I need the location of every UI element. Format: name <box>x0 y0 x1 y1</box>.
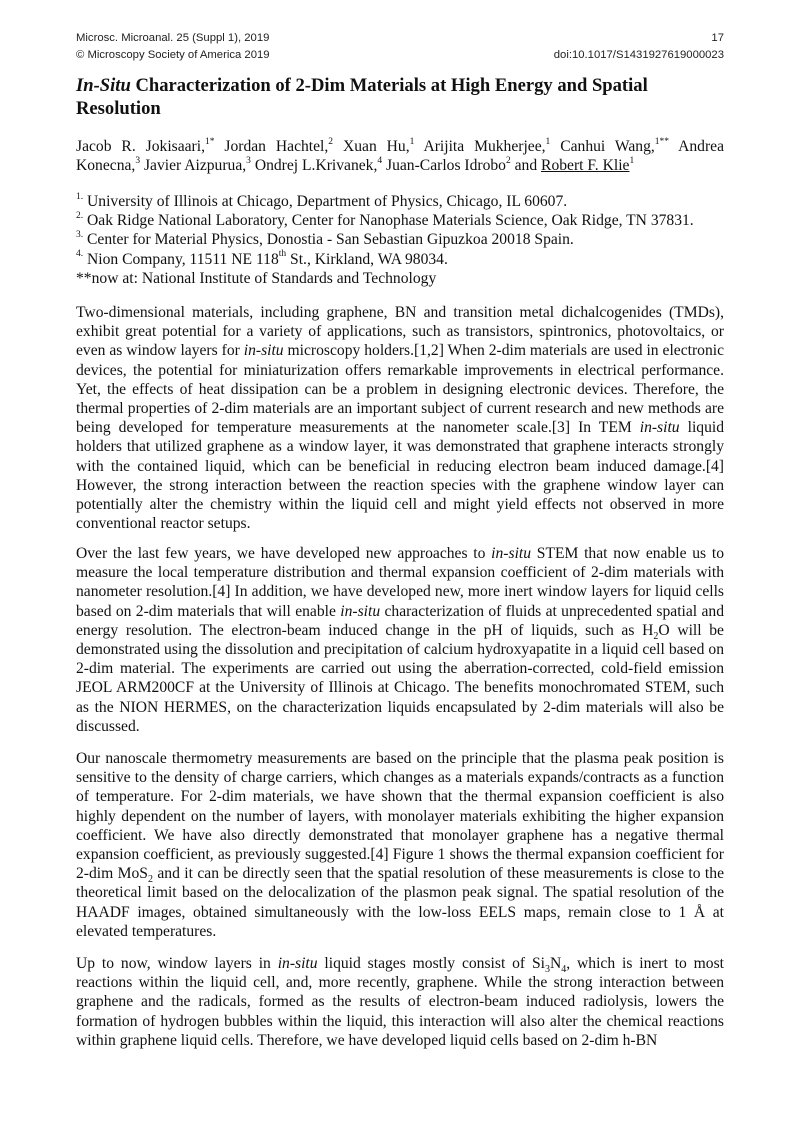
title-italic: In-Situ <box>76 75 131 96</box>
author: Xuan Hu, <box>333 138 410 155</box>
paragraph-text: and it can be directly seen that the spatial resolution of these measurements is close to the theoretical limit based on the delocalization of the plasmon peak signal. The spatial resolution of the HAADF images, obtained simultaneously with the low-loss EELS maps, remain close to 1 Å at elevated temperatures. <box>76 865 724 940</box>
doi-link[interactable]: doi:10.1017/S1431927619000023 <box>553 49 724 61</box>
ordinal-suffix: th <box>278 249 287 260</box>
affiliation-text: University of Illinois at Chicago, Department of Physics, Chicago, IL 60607. <box>83 193 568 210</box>
body-paragraph-1 <box>76 303 724 533</box>
affiliation-text: Oak Ridge National Laboratory, Center for Nanophase Materials Science, Oak Ridge, TN 37831. <box>83 212 694 230</box>
author-affil-mark: 2 <box>505 156 511 167</box>
copyright-notice: © Microscopy Society of America 2019 <box>76 49 270 61</box>
affiliation-item <box>76 211 724 230</box>
paragraph-text: O will be demonstrated using the dissolution and precipitation of calcium hydroxyapatite in a liquid cell based on 2-dim material. The experiments are carried out using the aberration-corrected, cold-field emission JEOL ARM200CF at the University of Illinois at Chicago. The benefits monochromated STEM, such as the NION HERMES, on the characterization liquids encapsulated by 2-dim materials will also be discussed. <box>76 621 724 735</box>
journal-citation: Microsc. Microanal. 25 (Suppl 1), 2019 <box>76 32 270 44</box>
author-affil-mark: 1* <box>204 136 215 147</box>
italic-term: in-situ <box>340 602 381 620</box>
running-header <box>76 30 724 64</box>
italic-term: in-situ <box>243 342 284 360</box>
author-affil-mark: 2 <box>328 136 334 147</box>
paragraph-text: STEM that now enable us to measure the local temperature distribution and thermal expansion coefficient of 2-dim materials with nanometer resolution.[4] In addition, we have developed new, more inert window layers for liquid cells based on 2-dim materials that will enable <box>76 545 724 620</box>
title-text: Characterization of 2-Dim Materials at High Energy and Spatial Resolution <box>76 75 648 119</box>
italic-term: in-situ <box>639 419 680 437</box>
paragraph-text: Two-dimensional materials, including graphene, BN and transition metal dichalcogenides (TMDs), exhibit great potential for a variety of applications, such as transistors, spintronics, photovoltaics, or even as window layers for <box>76 304 724 360</box>
affiliation-item <box>76 250 724 269</box>
subscript: 2 <box>147 874 153 886</box>
affiliation-mark: 4. <box>76 249 84 260</box>
author: Javier Aizpurua, <box>140 157 247 175</box>
affiliation-mark: 3. <box>76 230 84 241</box>
body-paragraph-2 <box>76 544 724 736</box>
author-affil-mark: 1 <box>545 136 551 147</box>
author: Canhui Wang, <box>550 138 655 155</box>
author-affil-mark: 1** <box>654 136 670 147</box>
affiliation-text: **now at: National Institute of Standards and Technology <box>76 269 437 287</box>
affiliation-mark: 2. <box>76 211 84 222</box>
affiliation-note <box>76 269 724 288</box>
affiliation-text: St., Kirkland, WA 98034. <box>286 250 448 268</box>
paragraph-text: N <box>550 955 562 972</box>
body-paragraph-4 <box>76 954 724 1050</box>
author: Juan-Carlos Idrobo <box>382 157 506 175</box>
corresponding-author: Robert F. Klie <box>541 157 630 175</box>
italic-term: in-situ <box>277 955 318 972</box>
paragraph-text: Up to now, window layers in <box>76 955 278 972</box>
author: Jacob R. Jokisaari, <box>76 138 205 155</box>
paragraph-text: liquid holders that utilized graphene as a window layer, it was demonstrated that graphene interacts strongly with the contained liquid, which can be beneficial in reducing electron beam induced damage.[4] However, the strong interaction between the reaction species with the graphene window layer can potentially alter the chemistry within the liquid cell and might yield effects not observed in more conventional reactor setups. <box>76 419 724 533</box>
affiliation-list <box>76 192 724 288</box>
paper-title <box>76 74 724 120</box>
author: Jordan Hachtel, <box>214 138 329 155</box>
affiliation-text: Nion Company, 11511 NE 118 <box>83 250 279 268</box>
paragraph-text: Over the last few years, we have developed new approaches to <box>76 545 492 562</box>
affiliation-mark: 1. <box>76 191 84 202</box>
author-affil-mark: 1 <box>629 156 635 167</box>
paragraph-text: characterization of fluids at unprecedented spatial and energy resolution. The electron-beam induced change in the pH of liquids, such as H <box>76 602 724 639</box>
author: Andrea Konecna, <box>76 138 724 175</box>
author-conjunction: and <box>510 157 542 175</box>
paragraph-text: microscopy holders.[1,2] When 2-dim materials are used in electronic devices, the potential for miniaturization offers remarkable improvements in electrical performance. Yet, the effects of heat dissipation can be a problem in designing electronic devices. Therefore, the thermal properties of 2-dim materials are an important subject of current research and new methods are being developed for temperature measurements at the nanometer scale.[3] In TEM <box>76 342 724 437</box>
affiliation-text: Center for Material Physics, Donostia - San Sebastian Gipuzkoa 20018 Spain. <box>83 231 574 249</box>
page-number: 17 <box>711 32 724 44</box>
affiliation-item <box>76 192 724 211</box>
paragraph-text: , which is inert to most reactions within the liquid cell, and, more recently, graphene. While the strong interaction between graphene and the radicals, formed as the results of electron-beam induced radiolysis, lowers the formation of hydrogen bubbles within the liquid, this interaction will also alter the chemical reactions within graphene liquid cells. Therefore, we have developed liquid cells based on 2-dim h-BN <box>76 955 725 1049</box>
affiliation-item <box>76 230 724 249</box>
author-affil-mark: 3 <box>135 156 141 167</box>
author-affil-mark: 3 <box>246 156 251 167</box>
author: Arijita Mukherjee, <box>414 138 546 155</box>
paragraph-text: liquid stages mostly consist of Si <box>317 955 545 972</box>
author-list <box>76 137 724 175</box>
italic-term: in-situ <box>491 545 532 562</box>
paragraph-text: Our nanoscale thermometry measurements are based on the principle that the plasma peak position is sensitive to the density of charge carriers, which changes as a materials expands/contracts as a function of temperature. For 2-dim materials, we have shown that the thermal expansion coefficient is also highly dependent on the number of layers, with monolayer materials exhibiting the higher expansion coefficient. We have also directly demonstrated that monolayer graphene has a negative thermal expansion coefficient, as previously suggested.[4] Figure 1 shows the thermal expansion coefficient for 2-dim MoS <box>76 750 724 883</box>
author-affil-mark: 1 <box>409 136 415 147</box>
author-affil-mark: 4 <box>377 156 383 167</box>
body-paragraph-3 <box>76 749 724 941</box>
subscript: 4 <box>561 964 567 976</box>
author: Ondrej L.Krivanek, <box>250 157 378 175</box>
subscript: 3 <box>545 964 550 976</box>
subscript: 2 <box>653 630 659 642</box>
